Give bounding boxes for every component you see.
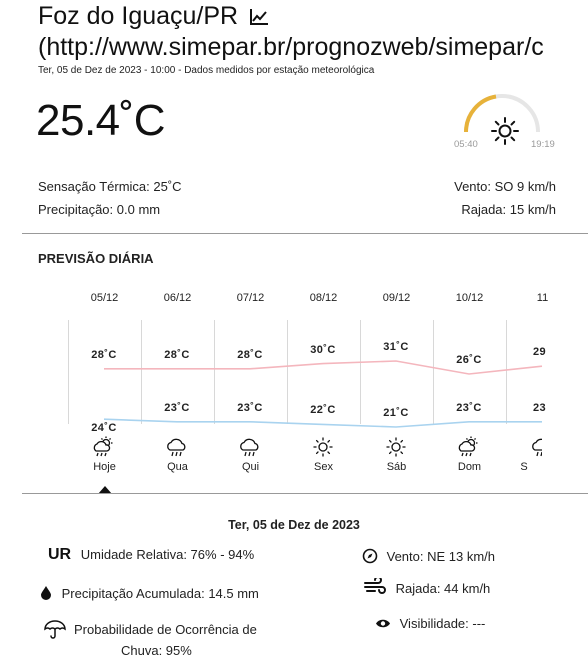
weekday-label: S [520,461,528,473]
rain-prob-line2: Chuva: 95% [121,643,192,658]
visibility-text: Visibilidade: --- [399,616,486,631]
source-url[interactable]: (http://www.simepar.br/prognozweb/simepar/c [38,33,544,61]
forecast-date: 05/12 [90,292,119,304]
max-temp-label: 30˚C [310,343,336,356]
gust-row [364,578,490,599]
current-wind: Vento: SO 9 km/h [454,179,556,194]
city-title [38,0,269,34]
wind-row [362,548,495,567]
humidity-row [48,546,254,564]
weekday-label: Dom [457,461,482,473]
detail-date: Ter, 05 de Dez de 2023 [228,518,360,532]
forecast-date: 08/12 [309,292,338,304]
weekday-label: Sáb [386,461,407,473]
compass-icon [362,548,378,567]
min-temp-label: 24˚C [91,422,117,435]
sun-rain-icon[interactable] [92,436,116,458]
rain-prob-line1: Probabilidade de Ocorrência de [74,622,257,637]
min-temp-label: 22˚C [310,404,336,417]
detail-wind-text: Vento: NE 13 km/h [386,549,496,564]
sun-rain-icon[interactable] [457,436,481,458]
sun-icon [490,116,520,151]
max-temp-label: 28˚C [164,348,190,361]
visibility-row [375,616,485,632]
detail-gust-text: Rajada: 44 km/h [395,581,491,596]
max-temp-label: 29 [532,346,546,359]
forecast-strip[interactable] [68,292,588,482]
accum-precip-text: Precipitação Acumulada: 14.5 mm [61,586,259,601]
min-temp-label: 21˚C [383,407,409,419]
forecast-date: 11 [536,292,549,304]
max-temp-label: 26˚C [456,354,482,366]
forecast-date: 09/12 [382,292,411,304]
divider [22,233,588,234]
min-temp-label: 23˚C [237,401,263,414]
divider [22,493,588,494]
sunset-time: 19:19 [531,139,555,150]
weekday-label: Sex [314,461,333,473]
thermal-sensation: Sensação Térmica: 25˚C [38,179,182,194]
current-precipitation: Precipitação: 0.0 mm [38,202,161,217]
weekday-label: Qua [167,461,188,473]
current-gust: Rajada: 15 km/h [461,202,556,217]
sun-icon[interactable] [311,436,335,458]
forecast-date: 10/12 [455,292,484,304]
min-temperature-line [104,419,542,427]
city-name: Foz do Iguaçu/PR [38,2,239,30]
ur-abbreviation: UR [48,546,72,563]
weekday-label: Hoje [93,461,116,473]
cloud-rain-icon[interactable] [165,436,189,458]
umbrella-icon [44,620,66,643]
weekday-label: Qui [241,461,260,473]
min-temp-label: 23˚C [164,401,190,414]
sun-icon[interactable] [384,436,408,458]
droplet-icon [40,585,52,603]
forecast-date: 06/12 [163,292,192,304]
min-temp-label: 23˚C [456,401,482,414]
measurement-info: Ter, 05 de Dez de 2023 - 10:00 - Dados medidos por estação meteorológica [38,65,375,76]
forecast-date: 07/12 [236,292,265,304]
forecast-title: PREVISÃO DIÁRIA [38,251,154,266]
cloud-rain-icon[interactable] [530,436,542,458]
max-temp-label: 28˚C [237,348,263,361]
precip-row [40,585,259,603]
max-temp-label: 31˚C [383,341,409,353]
humidity-text: Umidade Relativa: 76% - 94% [80,547,255,562]
current-temperature: 25.4˚C [36,96,166,145]
min-temp-label: 23 [532,401,546,414]
sunrise-time: 05:40 [454,139,478,150]
wind-gust-icon [364,578,386,599]
max-temp-label: 28˚C [91,348,117,361]
eye-icon [375,617,391,632]
cloud-rain-icon[interactable] [238,436,262,458]
trend-chart-icon[interactable] [249,2,269,34]
